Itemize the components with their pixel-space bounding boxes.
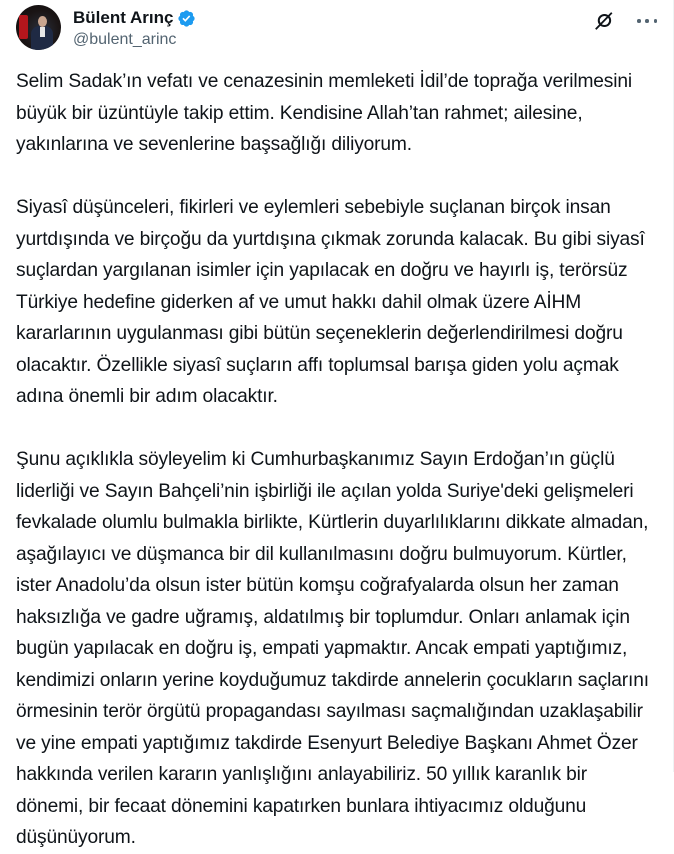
avatar[interactable]: [16, 5, 61, 50]
more-dot: [637, 19, 641, 23]
tweet-paragraph-3: Şunu açıklıkla söyleyelim ki Cumhurbaşkanımız Sayın Erdoğan’ın güçlü liderliği ve Sayın Bahçeli’nin işbirliği ile açılan yolda Suriye'deki gelişmeleri fevkalade olumlu bulmakla birlikte, Kürtlerin duyarlılıklarını dikkate almadan, aşağılayıcı ve düşmanca bir dil kullanılmasını doğru bulmuyorum. Kürtler, ister Anadolu’da olsun ister bütün komşu coğrafyalarda olsun her zaman haksızlığa ve gadre uğramış, aldatılmış bir toplumdur. Onları anlamak için bugün yapılacak en doğru iş, empati yapmaktır. Ancak empati yaptığımız, kendimizi onların yerine koyduğumuz takdirde annelerin çocukların saçlarını örmesinin terör örgütü propagandası sayılması saçmalığından uzaklaşabilir ve yine empati yaptığımız takdirde Esenyurt Belediye Başkanı Ahmet Özer hakkında verilen kararın yanlışlığını anlayabiliriz. 50 yıllık karanlık bir dönemi, bir fecaat dönemini kapatırken bunlara ihtiyacımız olduğunu düşünüyorum.: [16, 449, 649, 848]
avatar-person-shirt: [40, 27, 45, 37]
author-handle[interactable]: @bulent_arinc: [73, 31, 177, 48]
author-display-name[interactable]: Bülent Arınç: [73, 8, 174, 27]
more-dot: [654, 19, 658, 23]
tweet-paragraph-1: Selim Sadak’ın vefatı ve cenazesinin memleketi İdil’de toprağa verilmesini büyük bir üzüntüyle takip ettim. Kendisine Allah’tan rahmet; ailesine, yakınlarına ve sevenlerine başsağlığı diliyorum.: [16, 71, 632, 155]
more-options-icon[interactable]: [637, 11, 657, 31]
header-actions: [593, 10, 657, 32]
more-dot: [645, 19, 649, 23]
grok-icon[interactable]: [593, 10, 615, 32]
avatar-flag: [19, 15, 28, 39]
tweet-header: [16, 5, 657, 53]
verified-badge-icon[interactable]: [177, 9, 196, 28]
author-name-row: [73, 7, 196, 29]
tweet-text: [16, 66, 656, 854]
tweet-paragraph-2: Siyasî düşünceleri, fikirleri ve eylemleri sebebiyle suçlanan birçok insan yurtdışında ve birçoğu da yurtdışına çıkmak zorunda kalacak. Bu gibi siyasî suçlardan yargılanan isimler için yapılacak en doğru ve hayırlı iş, terörsüz Türkiye hedefine giderken af ve umut hakkı dahil olmak üzere AİHM kararlarının uygulanması gibi bütün seçeneklerin değerlendirilmesi doğru olacaktır. Özellikle siyasî suçların affı toplumsal barışa giden yolu açmak adına önemli bir adım olacaktır.: [16, 197, 645, 407]
avatar-person-head: [38, 16, 47, 27]
